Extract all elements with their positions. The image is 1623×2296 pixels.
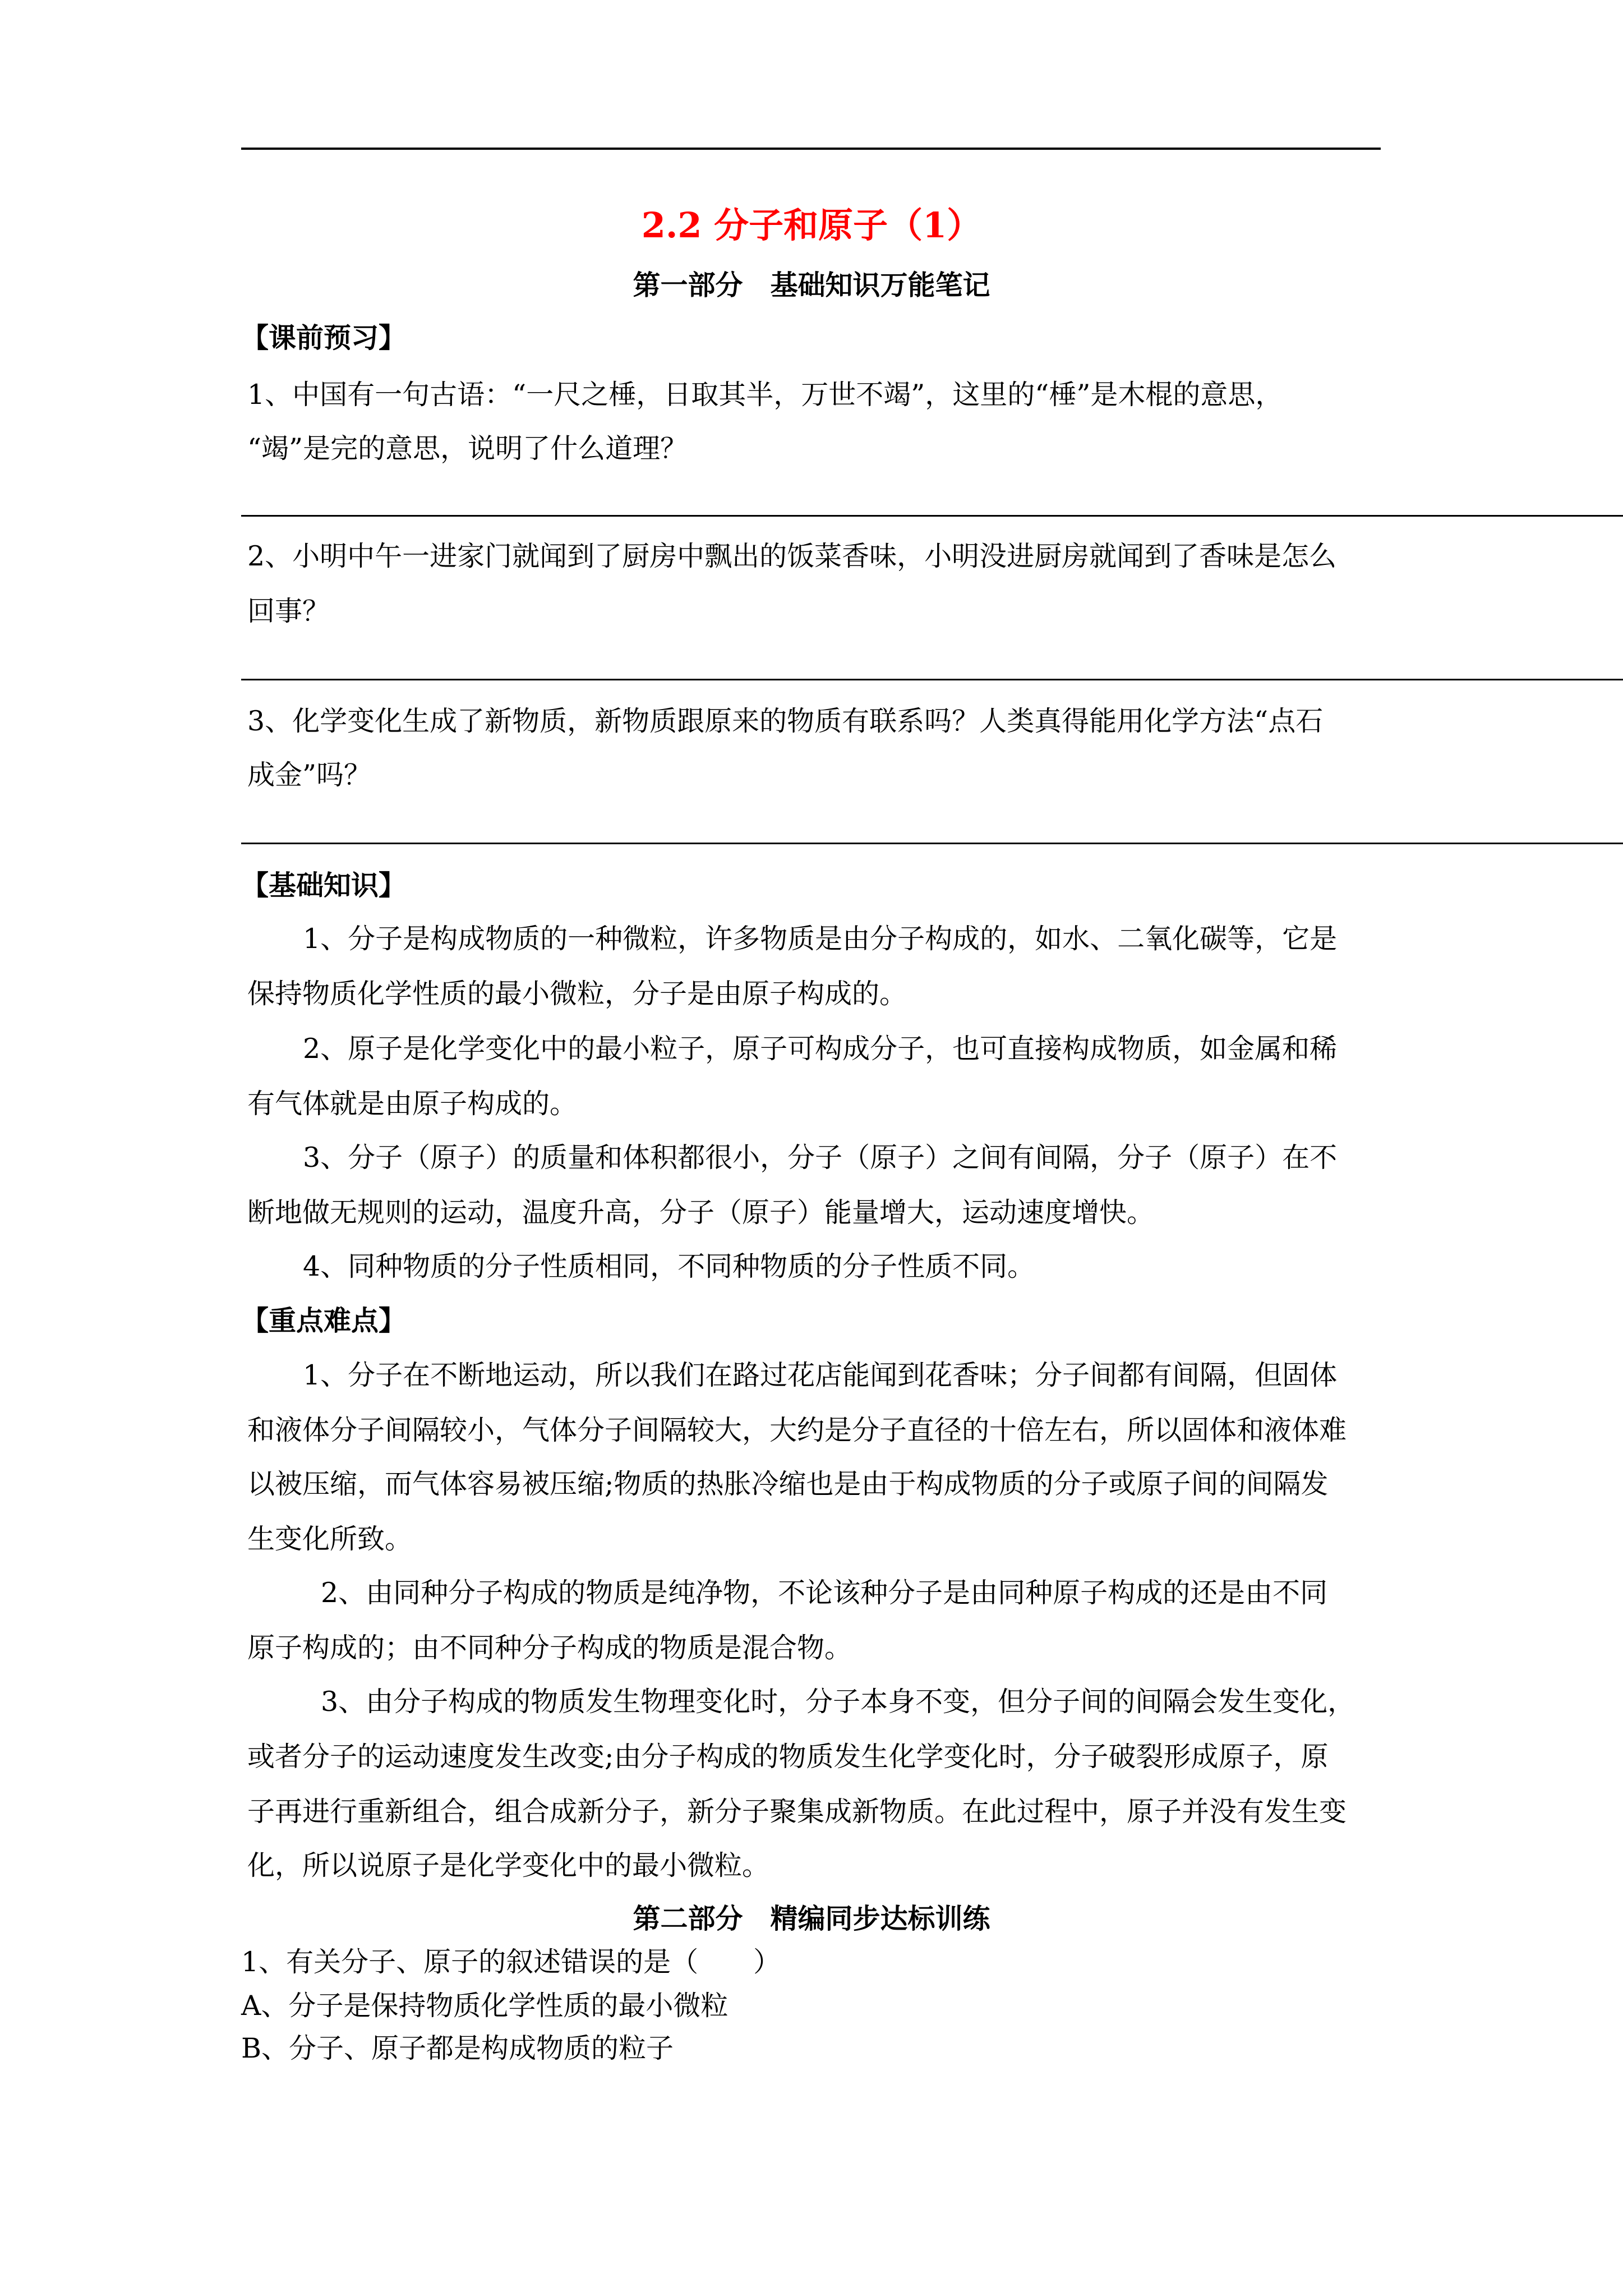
part2-heading: 第二部分 精编同步达标训练 xyxy=(633,1902,990,1935)
keypoints-p2-line1: 2、由同种分子构成的物质是纯净物，不论该种分子是由同种原子构成的还是由不同 xyxy=(321,1577,1328,1609)
page-title: 2.2 分子和原子（1） xyxy=(641,205,982,246)
part1-heading: 第一部分 基础知识万能笔记 xyxy=(633,269,990,301)
preview-q2-line1: 2、小明中午一进家门就闻到了厨房中飘出的饭菜香味，小明没进厨房就闻到了香味是怎么 xyxy=(247,540,1337,572)
basics-p2-line1: 2、原子是化学变化中的最小粒子，原子可构成分子，也可直接构成物质，如金属和稀 xyxy=(303,1033,1338,1065)
keypoints-p3-line2: 或者分子的运动速度发生改变;由分子构成的物质发生化学变化时，分子破裂形成原子，原 xyxy=(247,1741,1329,1773)
header-rule xyxy=(241,148,1381,150)
preview-q3-line1: 3、化学变化生成了新物质，新物质跟原来的物质有联系吗？人类真得能用化学方法“点石 xyxy=(247,705,1324,737)
keypoints-p1-line3: 以被压缩，而气体容易被压缩;物质的热胀冷缩也是由于构成物质的分子或原子间的间隔发 xyxy=(247,1468,1329,1500)
preview-q1-line2: “竭”是完的意思，说明了什么道理？ xyxy=(247,432,688,464)
preview-q1-line1: 1、中国有一句古语：“一尺之棰，日取其半，万世不竭”，这里的“棰”是木棍的意思， xyxy=(247,379,1283,411)
basics-p1-line1: 1、分子是构成物质的一种微粒，许多物质是由分子构成的，如水、二氧化碳等，它是 xyxy=(303,923,1338,955)
keypoints-label: 【重点难点】 xyxy=(241,1304,407,1337)
basics-p2-line2: 有气体就是由原子构成的。 xyxy=(247,1088,578,1120)
preview-q2-line2: 回事？ xyxy=(247,595,330,627)
exercise-option-a: A、分子是保持物质化学性质的最小微粒 xyxy=(241,1990,728,2022)
preview-q3-line2: 成金”吗？ xyxy=(247,759,372,791)
keypoints-p2-line2: 原子构成的；由不同种分子构成的物质是混合物。 xyxy=(247,1632,852,1664)
keypoints-p3-line3: 子再进行重新组合，组合成新分子，新分子聚集成新物质。在此过程中，原子并没有发生变 xyxy=(247,1796,1347,1828)
answer-line-3 xyxy=(241,843,1623,844)
keypoints-p1-line4: 生变化所致。 xyxy=(247,1523,413,1555)
exercise-q1: 1、有关分子、原子的叙述错误的是（ ） xyxy=(241,1946,781,1978)
keypoints-p1-line2: 和液体分子间隔较小，气体分子间隔较大，大约是分子直径的十倍左右，所以固体和液体难 xyxy=(247,1414,1347,1446)
keypoints-p1-line1: 1、分子在不断地运动，所以我们在路过花店能闻到花香味；分子间都有间隔，但固体 xyxy=(303,1359,1338,1391)
exercise-option-b: B、分子、原子都是构成物质的粒子 xyxy=(241,2032,674,2064)
answer-line-1 xyxy=(241,515,1623,517)
keypoints-p3-line4: 化，所以说原子是化学变化中的最小微粒。 xyxy=(247,1849,770,1881)
basics-p3-line1: 3、分子（原子）的质量和体积都很小，分子（原子）之间有间隔，分子（原子）在不 xyxy=(303,1142,1338,1174)
answer-line-2 xyxy=(241,679,1623,680)
basics-p4-line1: 4、同种物质的分子性质相同，不同种物质的分子性质不同。 xyxy=(303,1250,1035,1282)
basics-p3-line2: 断地做无规则的运动，温度升高，分子（原子）能量增大，运动速度增快。 xyxy=(247,1197,1155,1228)
basics-label: 【基础知识】 xyxy=(241,869,407,901)
keypoints-p3-line1: 3、由分子构成的物质发生物理变化时，分子本身不变，但分子间的间隔会发生变化， xyxy=(321,1686,1355,1718)
basics-p1-line2: 保持物质化学性质的最小微粒，分子是由原子构成的。 xyxy=(247,978,907,1010)
preview-label: 【课前预习】 xyxy=(241,321,407,354)
